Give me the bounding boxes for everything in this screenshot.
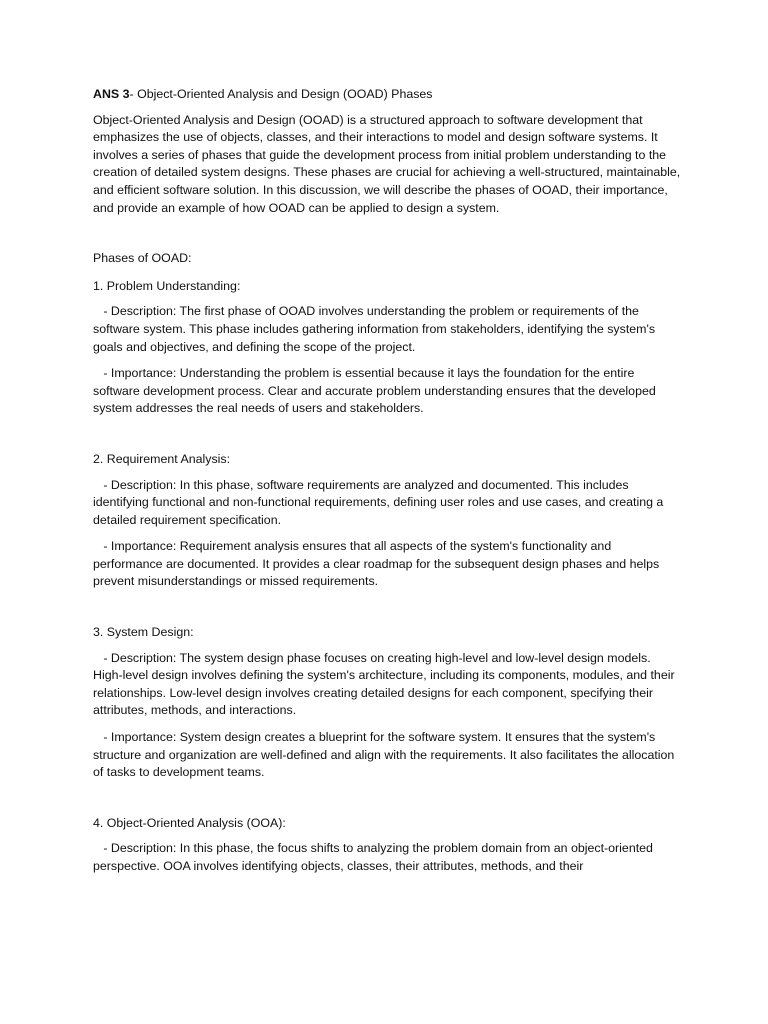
phase-title: 3. System Design: xyxy=(93,625,194,640)
heading-title: - Object-Oriented Analysis and Design (OOAD) Phases xyxy=(129,87,433,101)
heading-label: ANS 3 xyxy=(93,87,130,101)
phase-title: 4. Object-Oriented Analysis (OOA): xyxy=(93,815,286,830)
document-heading xyxy=(93,86,681,104)
phase-importance: - Importance: System design creates a blueprint for the software system. It ensures that the system's structure and organization are well-defined and align with the requirements. It also facilitates the allocation of tasks to development teams. xyxy=(93,730,678,780)
document-page xyxy=(93,86,681,876)
phase-title: 2. Requirement Analysis: xyxy=(93,451,231,466)
phase-description: - Description: The system design phase focuses on creating high-level and low-level design models. High-level design involves defining the system's architecture, including its components, modules, and their relationships. Low-level design involves creating detailed designs for each component, specifying their attributes, methods, and interactions. xyxy=(93,650,679,718)
phase-description: - Description: The first phase of OOAD involves understanding the problem or requirements of the software system. This phase includes gathering information from stakeholders, identifying the system's goals and objectives, and defining the scope of the project. xyxy=(93,304,659,354)
phase-title: 1. Problem Understanding: xyxy=(93,278,241,293)
phase-importance: - Importance: Requirement analysis ensures that all aspects of the system's functionality and performance are documented. It provides a clear roadmap for the subsequent design phases and helps prevent misunderstandings or missed requirements. xyxy=(93,539,663,589)
phase-description: - Description: In this phase, software requirements are analyzed and documented. This includes identifying functional and non-functional requirements, defining user roles and use cases, and creating a detailed requirement specification. xyxy=(93,477,667,527)
phases-section-title: Phases of OOAD: xyxy=(93,251,192,266)
intro-paragraph: Object-Oriented Analysis and Design (OOAD) is a structured approach to software development that emphasizes the use of objects, classes, and their interactions to model and design software systems. It involves a series of phases that guide the development process from initial problem understanding to the creation of detailed system designs. These phases are crucial for achieving a well-structured, maintainable, and efficient software solution. In this discussion, we will describe the phases of OOAD, their importance, and provide an example of how OOAD can be applied to design a system. xyxy=(93,112,681,215)
phase-description: - Description: In this phase, the focus shifts to analyzing the problem domain from an object-oriented perspective. OOA involves identifying objects, classes, their attributes, methods, and their xyxy=(93,841,657,873)
phase-importance: - Importance: Understanding the problem is essential because it lays the foundation for the entire software development process. Clear and accurate problem understanding ensures that the developed system addresses the real needs of users and stakeholders. xyxy=(93,366,660,416)
